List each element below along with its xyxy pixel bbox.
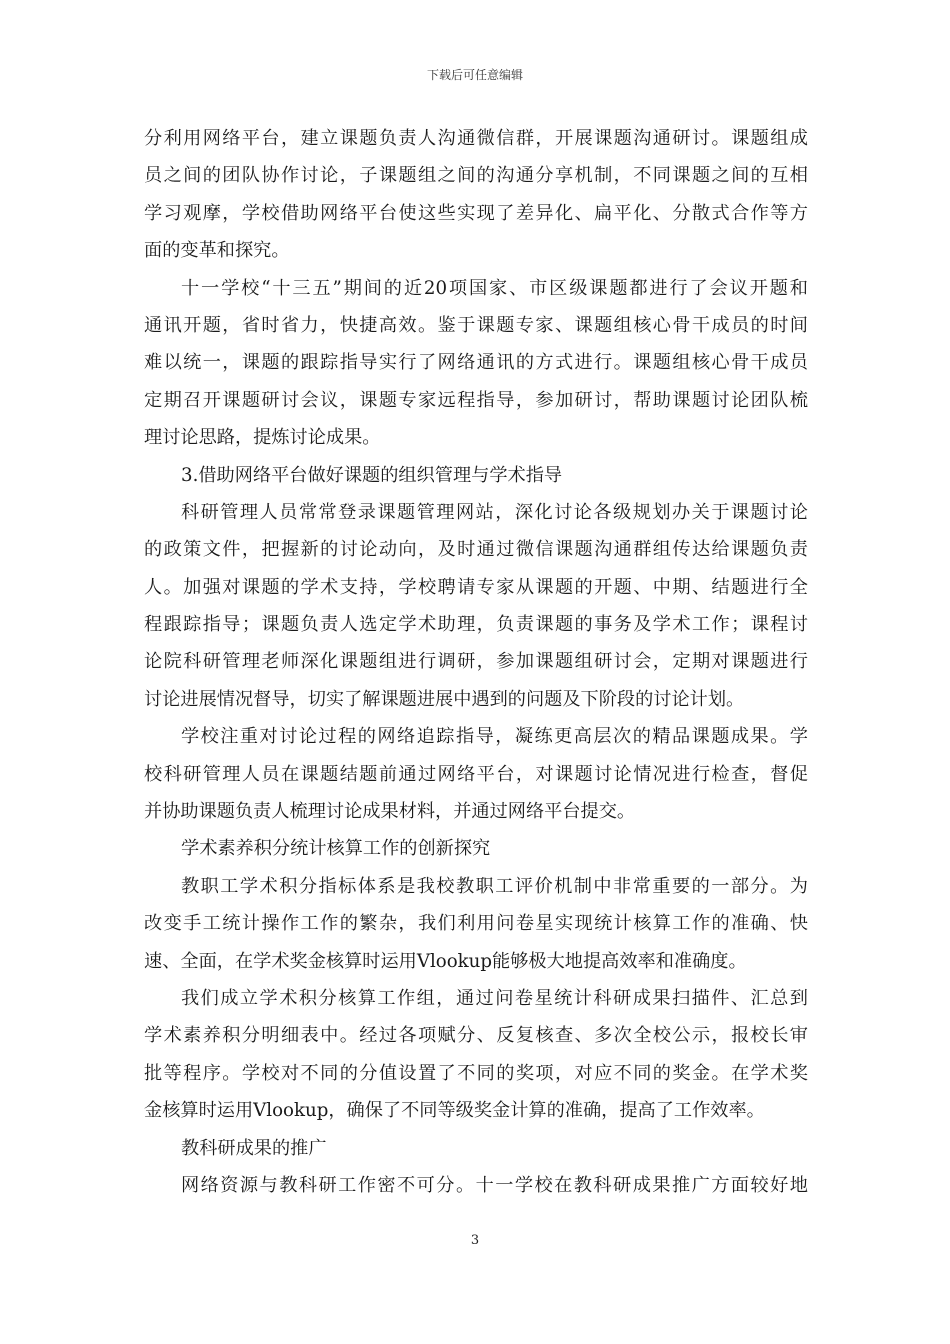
text-line: 程跟踪指导；课题负责人选定学术助理，负责课题的事务及学术工作；课程讨 xyxy=(144,614,808,636)
text-line: 我们成立学术积分核算工作组，通过问卷星统计科研成果扫描件、汇总到 xyxy=(181,987,808,1009)
text-line: 难以统一，课题的跟踪指导实行了网络通讯的方式进行。课题组核心骨干成员 xyxy=(144,352,808,374)
text-line: 并协助课题负责人梳理讨论成果材料，并通过网络平台提交。 xyxy=(144,801,636,823)
text-line: 分利用网络平台，建立课题负责人沟通微信群，开展课题沟通研讨。课题组成 xyxy=(144,128,808,149)
text-line: 网络资源与教科研工作密不可分。十一学校在教科研成果推广方面较好地 xyxy=(181,1174,808,1196)
text-line: 速、全面，在学术奖金核算时运用Vlookup能够极大地提高效率和准确度。 xyxy=(144,950,747,972)
text-line: 校科研管理人员在课题结题前通过网络平台，对课题讨论情况进行检查，督促 xyxy=(144,763,808,785)
text-line: 十一学校“十三五”期间的近20项国家、市区级课题都进行了会议开题和 xyxy=(181,277,808,299)
text-line: 科研管理人员常常登录课题管理网站，深化讨论各级规划办关于课题讨论 xyxy=(181,501,808,523)
text-line: 3.借助网络平台做好课题的组织管理与学术指导 xyxy=(181,464,563,486)
text-line: 学校注重对讨论过程的网络追踪指导，凝练更高层次的精品课题成果。学 xyxy=(181,726,808,748)
page-number: 3 xyxy=(470,1233,480,1248)
text-line: 的政策文件，把握新的讨论动向，及时通过微信课题沟通群组传达给课题负责 xyxy=(144,539,808,561)
text-line: 教科研成果的推广 xyxy=(181,1137,327,1159)
text-line: 员之间的团队协作讨论，子课题组之间的沟通分享机制，不同课题之间的互相 xyxy=(144,165,808,187)
text-line: 学术素养积分统计核算工作的创新探究 xyxy=(181,838,491,860)
text-line: 学术素养积分明细表中。经过各项赋分、反复核查、多次全校公示，报校长审 xyxy=(144,1025,808,1047)
text-line: 学习观摩，学校借助网络平台使这些实现了差异化、扁平化、分散式合作等方 xyxy=(144,202,808,224)
text-line: 人。加强对课题的学术支持，学校聘请专家从课题的开题、中期、结题进行全 xyxy=(144,576,808,598)
text-line: 面的变革和探究。 xyxy=(144,240,290,262)
text-line: 讨论进展情况督导，切实了解课题进展中遇到的问题及下阶段的讨论计划。 xyxy=(144,688,745,710)
text-line: 定期召开课题研讨会议，课题专家远程指导，参加研讨，帮助课题讨论团队梳 xyxy=(144,389,808,411)
text-line: 批等程序。学校对不同的分值设置了不同的奖项，对应不同的奖金。在学术奖 xyxy=(144,1062,808,1084)
text-line: 金核算时运用Vlookup，确保了不同等级奖金计算的准确，提高了工作效率。 xyxy=(144,1100,765,1122)
text-line: 改变手工统计操作工作的繁杂，我们利用问卷星实现统计核算工作的准确、快 xyxy=(144,913,808,935)
document-body xyxy=(144,120,808,1204)
page-header: 下载后可任意编辑 xyxy=(426,68,523,82)
text-line: 论院科研管理老师深化课题组进行调研，参加课题组研讨会，定期对课题进行 xyxy=(144,651,808,673)
text-line: 教职工学术积分指标体系是我校教职工评价机制中非常重要的一部分。为 xyxy=(181,875,808,897)
text-line: 理讨论思路，提炼讨论成果。 xyxy=(144,427,381,449)
text-line: 通讯开题，省时省力，快捷高效。鉴于课题专家、课题组核心骨干成员的时间 xyxy=(144,314,808,336)
